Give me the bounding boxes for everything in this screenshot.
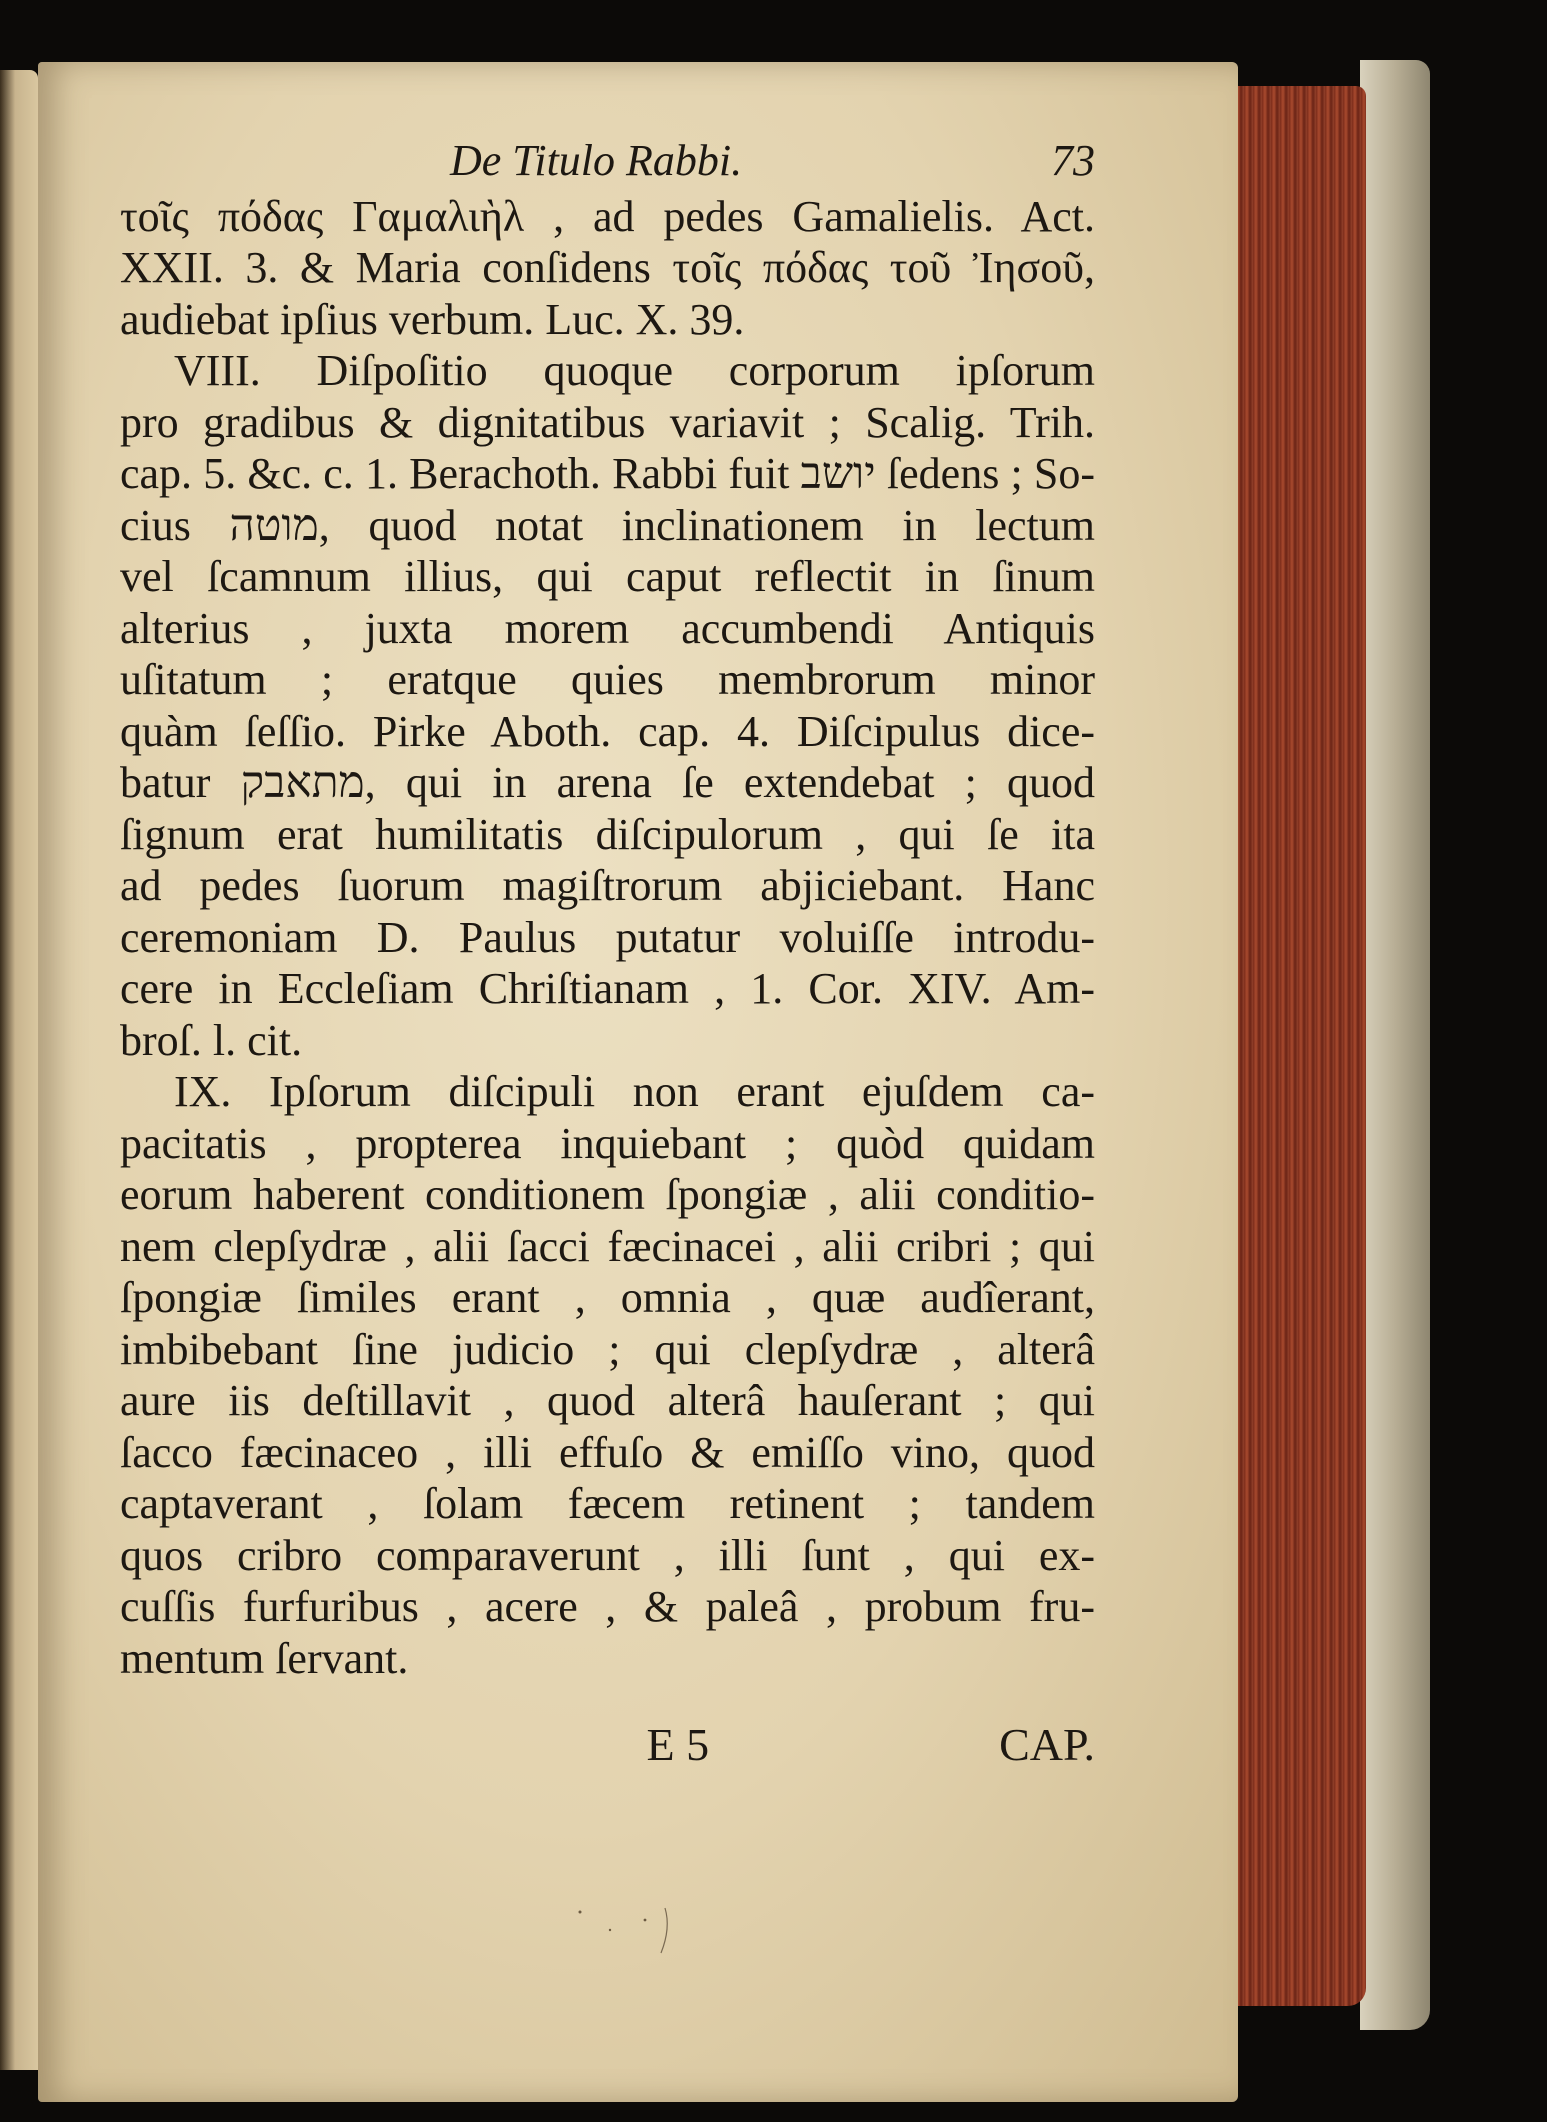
text-line: ſacco fæcinaceo , illi effuſo & emiſſo vino, quod	[120, 1427, 1095, 1477]
page-edges	[1226, 86, 1366, 2006]
text-line: batur מתאבק, qui in arena ſe extendebat ; quod	[120, 758, 1096, 807]
running-title: De Titulo Rabbi.	[450, 136, 743, 185]
text-line: quàm ſeſſio. Pirke Aboth. cap. 4. Diſcipulus dice-	[120, 706, 1095, 756]
signature-mark: E 5	[646, 1719, 710, 1770]
text-line: VIII. Diſpoſitio quoque corporum ipſorum	[174, 346, 1095, 395]
text-line: imbibebant ſine judicio ; qui clepſydræ , alterâ	[120, 1324, 1095, 1374]
running-header	[120, 135, 1095, 187]
text-line: captaverant , ſolam fæcem retinent ; tandem	[120, 1479, 1095, 1528]
text-line: cius מוטה, quod notat inclinationem in lectum	[120, 500, 1095, 550]
text-line: cere in Eccleſiam Chriſtianam , 1. Cor. XIV. Am-	[120, 964, 1095, 1013]
text-line: cuſſis furfuribus , acere , & paleâ , probum fru-	[120, 1582, 1095, 1631]
text-line: ad pedes ſuorum magiſtrorum abjiciebant. Hanc	[120, 861, 1095, 910]
text-line: ceremoniam D. Paulus putatur voluiſſe introdu-	[120, 912, 1095, 962]
text-line: eorum haberent conditionem ſpongiæ , alii conditio-	[120, 1170, 1095, 1219]
text-line: broſ. l. cit.	[120, 1015, 303, 1065]
text-line: vel ſcamnum illius, qui caput reflectit in ſinum	[120, 552, 1095, 601]
text-line: pacitatis , propterea inquiebant ; quòd quidam	[120, 1118, 1095, 1168]
text-line: IX. Ipſorum diſcipuli non erant ejuſdem ca-	[174, 1067, 1095, 1116]
page-text	[120, 135, 1095, 1684]
ink-specks	[570, 1900, 690, 1960]
catchword: CAP.	[999, 1719, 1095, 1770]
text-line: aure iis deſtillavit , quod alterâ hauſerant ; qui	[120, 1376, 1095, 1425]
text-line: quos cribro comparaverunt , illi ſunt , qui ex-	[120, 1530, 1095, 1580]
text-line: alterius , juxta morem accumbendi Antiquis	[120, 603, 1095, 653]
text-line: ſpongiæ ſimiles erant , omnia , quæ audîerant,	[120, 1273, 1095, 1322]
text-line: τοῖς πόδας Γαμαλιὴλ , ad pedes Gamalielis. Act.	[120, 191, 1095, 241]
text-line: XXII. 3. & Maria conſidens τοῖς πόδας τοῦ Ἰησοῦ,	[120, 243, 1095, 292]
book-cover	[1360, 60, 1430, 2030]
text-line: mentum ſervant.	[120, 1633, 409, 1683]
page-number: 73	[1051, 136, 1095, 185]
text-line: cap. 5. &c. c. 1. Berachoth. Rabbi fuit יושב ſedens ; So-	[120, 449, 1095, 498]
text-line: ſignum erat humilitatis diſcipulorum , qui ſe ita	[120, 809, 1095, 859]
left-page-edge	[0, 70, 38, 2070]
text-line: pro gradibus & dignitatibus variavit ; Scalig. Trih.	[120, 397, 1095, 447]
text-line: nem clepſydræ , alii ſacci fæcinacei , alii cribri ; qui	[120, 1221, 1095, 1271]
text-line: uſitatum ; eratque quies membrorum minor	[120, 655, 1095, 704]
text-line: audiebat ipſius verbum. Luc. X. 39.	[120, 294, 745, 344]
page-footer	[120, 1718, 1095, 1771]
